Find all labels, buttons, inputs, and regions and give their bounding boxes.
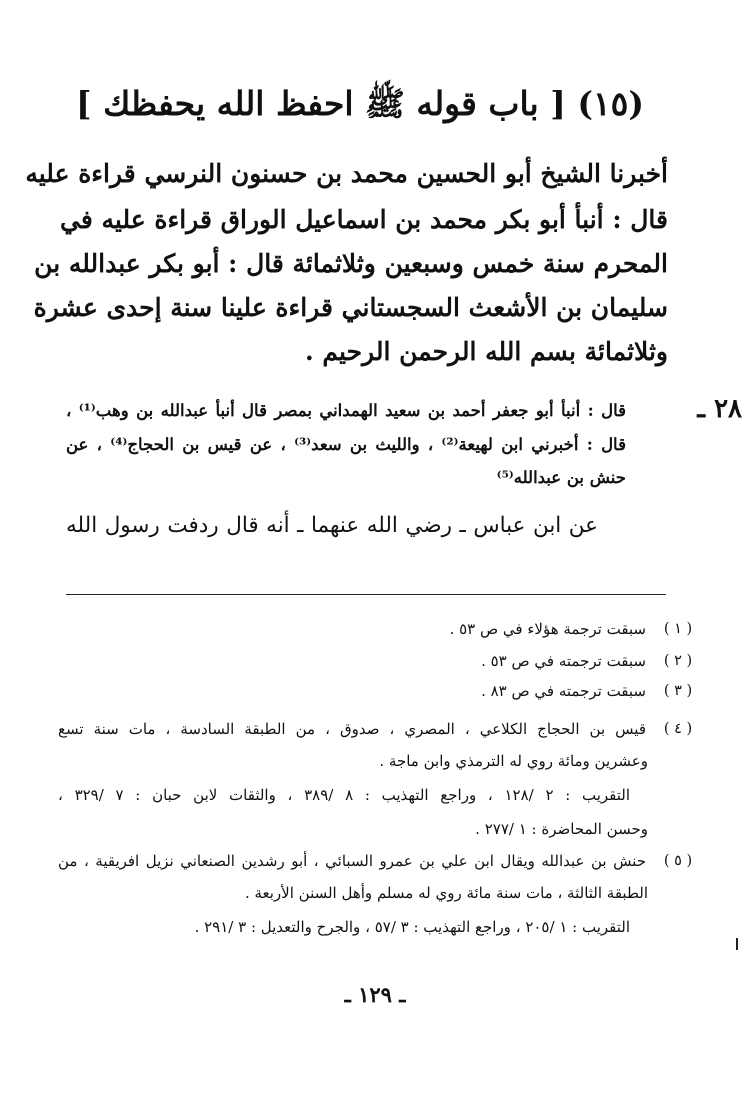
chapter-title: (١٥) [ باب قوله ﷺ احفظ الله يحفظك ]	[75, 84, 645, 123]
isnad-line: حنش بن عبدالله⁽⁵⁾	[496, 468, 626, 487]
footnote-separator	[66, 594, 666, 595]
margin-mark	[736, 938, 738, 950]
footnote-text: سبقت ترجمة هؤلاء في ص ٥٣ .	[449, 620, 646, 638]
intro-line: سليمان بن الأشعث السجستاني قراءة علينا سنة إحدى عشرة	[33, 293, 668, 322]
intro-line: قال : أنبأ أبو بكر محمد بن اسماعيل الوراق قراءة عليه في	[60, 205, 668, 234]
footnote-1	[58, 614, 698, 644]
isnad-line: قال : أخبرني ابن لهيعة⁽²⁾ ، والليث بن سعد⁽³⁾ ، عن قيس بن الحجاج⁽⁴⁾ ، عن	[66, 435, 626, 454]
footnote-4-references: التقريب : ٢ /١٢٨ ، وراجع التهذيب : ٨ /٣٨٩ ، والثقات لابن حبان : ٧ /٣٢٩ ،	[58, 786, 631, 804]
hadith-number: ٢٨ ـ	[697, 394, 742, 424]
footnote-2	[58, 646, 698, 676]
footnote-5-continuation: الطبقة الثالثة ، مات سنة مائة روي له مسلم وأهل السنن الأربعة .	[244, 884, 648, 902]
footnote-number: ( ١ )	[663, 621, 693, 637]
intro-line: المحرم سنة خمس وسبعين وثلاثمائة قال : أبو بكر عبدالله بن	[34, 249, 668, 278]
hadith-matn: عن ابن عباس ـ رضي الله عنهما ـ أنه قال ردفت رسول الله	[66, 513, 598, 538]
footnote-5-references: التقريب : ١ /٢٠٥ ، وراجع التهذيب : ٣ /٥٧ ، والجرح والتعديل : ٣ /٢٩١ .	[194, 918, 630, 936]
footnote-text: سبقت ترجمته في ص ٥٣ .	[481, 652, 646, 670]
intro-line: وثلاثمائة بسم الله الرحمن الرحيم .	[305, 337, 668, 366]
footnote-number: ( ٣ )	[663, 683, 693, 699]
footnote-5	[58, 846, 698, 876]
footnote-text: حنش بن عبدالله ويقال ابن علي بن عمرو السبائي ، أبو رشدين الصنعاني نزيل افريقية ، من	[58, 852, 646, 870]
footnote-4-references: وحسن المحاضرة : ١ /٢٧٧ .	[475, 820, 648, 838]
footnote-number: ( ٤ )	[663, 721, 693, 737]
footnote-4	[58, 714, 698, 744]
footnote-number: ( ٢ )	[663, 653, 693, 669]
footnote-4-continuation: وعشرين ومائة روي له الترمذي وابن ماجة .	[379, 752, 648, 770]
footnote-3	[58, 676, 698, 706]
footnote-text: قيس بن الحجاج الكلاعي ، المصري ، صدوق ، من الطبقة السادسة ، مات سنة تسع	[58, 720, 646, 738]
isnad-line: قال : أنبأ أبو جعفر أحمد بن سعيد الهمداني بمصر قال أنبأ عبدالله بن وهب⁽¹⁾ ،	[66, 401, 626, 420]
footnote-text: سبقت ترجمته في ص ٨٣ .	[481, 682, 646, 700]
intro-line: أخبرنا الشيخ أبو الحسين محمد بن حسنون النرسي قراءة عليه	[25, 159, 668, 188]
page-number: ـ ١٢٩ ـ	[344, 982, 406, 1007]
footnote-number: ( ٥ )	[663, 853, 693, 869]
